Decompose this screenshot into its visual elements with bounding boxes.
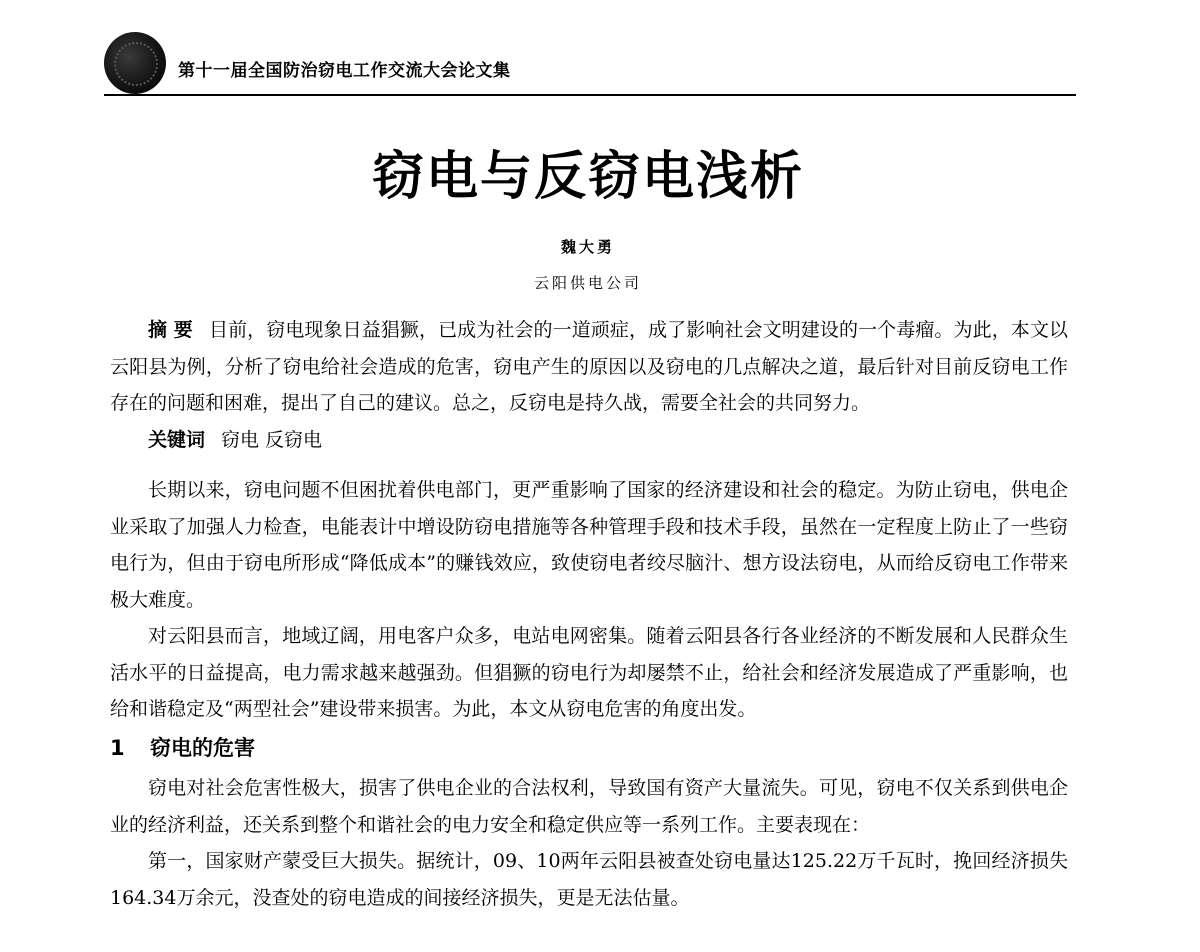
paper-title: 窃电与反窃电浅析 bbox=[371, 147, 804, 207]
abstract bbox=[110, 312, 1068, 422]
keywords-text: 窃电 反窃电 bbox=[221, 428, 323, 451]
conference-logo-icon bbox=[104, 32, 166, 94]
paper-body bbox=[110, 312, 1068, 916]
section-number: 1 bbox=[110, 735, 125, 760]
body-paragraph: 第一，国家财产蒙受巨大损失。据统计，09、10两年云阳县被查处窃电量达125.22万千瓦时，挽回经济损失164.34万余元，没查处的窃电造成的间接经济损失，更是无法估量。 bbox=[110, 850, 1068, 909]
running-header-title: 第十一届全国防治窃电工作交流大会论文集 bbox=[178, 61, 511, 81]
page-header bbox=[104, 32, 1076, 96]
body-paragraph: 长期以来，窃电问题不但困扰着供电部门，更严重影响了国家的经济建设和社会的稳定。为防止窃电，供电企业采取了加强人力检查，电能表计中增设防窃电措施等各种管理手段和技术手段，虽然在一定程度上防止了一些窃电行为，但由于窃电所形成“降低成本”的赚钱效应，致使窃电者绞尽脑汁、想方设法窃电，从而给反窃电工作带来极大难度。 bbox=[110, 479, 1068, 611]
abstract-text: 目前，窃电现象日益猖獗，已成为社会的一道顽症，成了影响社会文明建设的一个毒瘤。为此，本文以云阳县为例，分析了窃电给社会造成的危害，窃电产生的原因以及窃电的几点解决之道，最后针对目前反窃电工作存在的问题和困难，提出了自己的建议。总之，反窃电是持久战，需要全社会的共同努力。 bbox=[110, 319, 1068, 414]
header-rule bbox=[104, 94, 1076, 96]
keywords-label: 关键词 bbox=[148, 428, 206, 451]
keywords bbox=[110, 422, 1068, 459]
section-heading bbox=[110, 730, 1068, 767]
body-paragraph: 对云阳县而言，地域辽阔，用电客户众多，电站电网密集。随着云阳县各行各业经济的不断发展和人民群众生活水平的日益提高，电力需求越来越强劲。但猖獗的窃电行为却屡禁不止，给社会和经济发展造成了严重影响，也给和谐稳定及“两型社会”建设带来损害。为此，本文从窃电危害的角度出发。 bbox=[110, 625, 1068, 720]
paper-author: 魏大勇 bbox=[560, 238, 615, 256]
section-title: 窃电的危害 bbox=[150, 735, 255, 760]
body-paragraph: 窃电对社会危害性极大，损害了供电企业的合法权利，导致国有资产大量流失。可见，窃电不仅关系到供电企业的经济利益，还关系到整个和谐社会的电力安全和稳定供应等一系列工作。主要表现在： bbox=[110, 777, 1068, 836]
paper-affiliation: 云阳供电公司 bbox=[533, 274, 642, 292]
abstract-label: 摘 要 bbox=[148, 319, 193, 341]
